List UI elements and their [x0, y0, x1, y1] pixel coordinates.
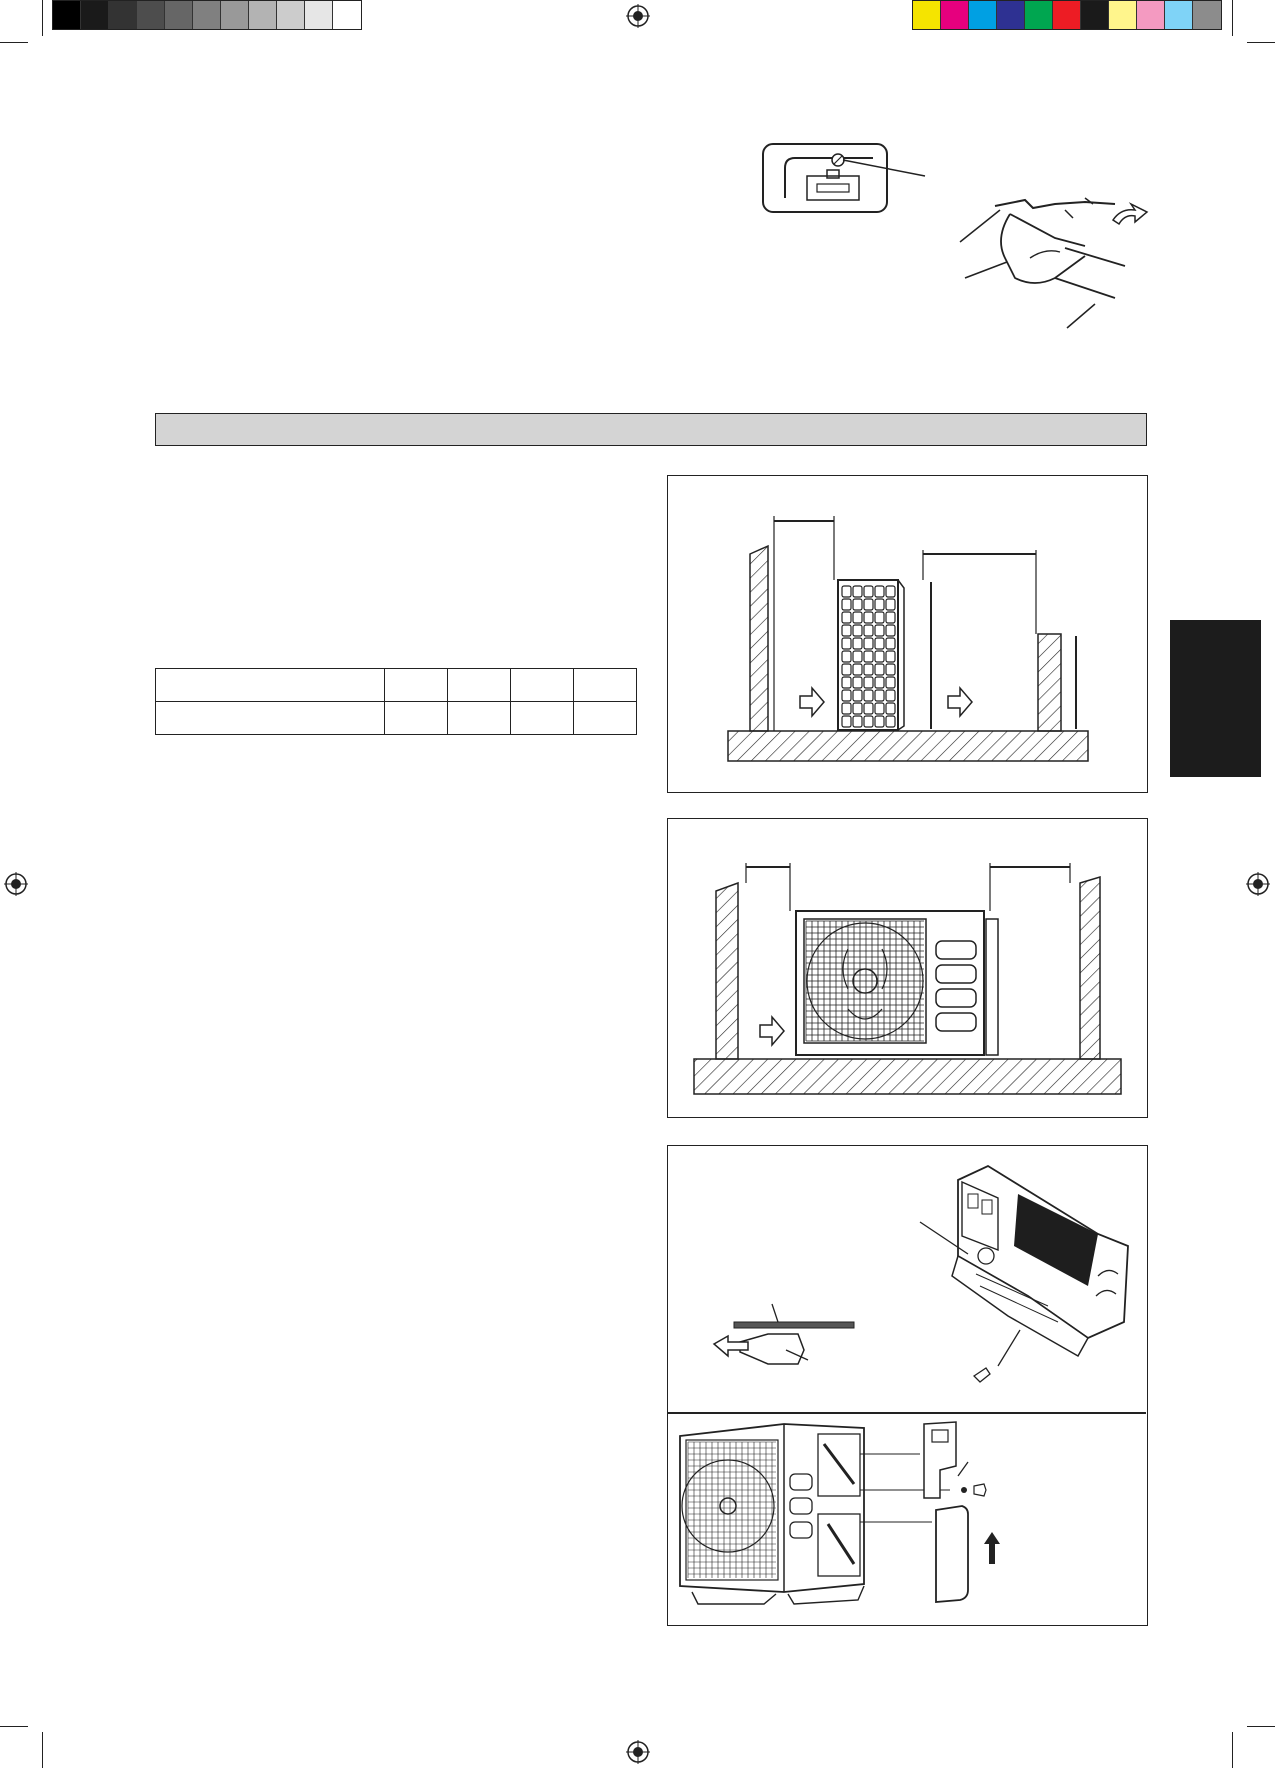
grayscale-swatch — [193, 1, 221, 29]
grayscale-swatch — [137, 1, 165, 29]
grayscale-swatch — [165, 1, 193, 29]
color-swatch — [1193, 1, 1221, 29]
grayscale-swatch — [81, 1, 109, 29]
top-clip-illustration — [755, 138, 1155, 358]
color-swatch — [997, 1, 1025, 29]
registration-mark-right — [1246, 872, 1270, 896]
table-cell — [511, 702, 574, 735]
crop-mark-bottom-left-v — [42, 1732, 43, 1768]
grayscale-swatch — [305, 1, 333, 29]
registration-mark-bottom — [626, 1740, 650, 1764]
table-row — [156, 669, 637, 702]
side-clearance-drawing — [668, 476, 1146, 791]
front-clearance-drawing — [668, 819, 1146, 1116]
table-cell — [448, 702, 511, 735]
table-cell — [156, 702, 385, 735]
grayscale-swatch — [53, 1, 81, 29]
color-swatch — [941, 1, 969, 29]
color-swatch — [1109, 1, 1137, 29]
figure-side-clearance — [667, 475, 1148, 793]
table-cell — [385, 669, 448, 702]
grayscale-swatch — [277, 1, 305, 29]
crop-mark-bottom-left-h — [0, 1726, 28, 1727]
drain-elbow-drawing — [668, 1146, 1146, 1411]
crop-mark-top-right-v — [1232, 0, 1233, 36]
table-row — [156, 702, 637, 735]
color-calibration-strip — [912, 0, 1222, 30]
color-swatch — [1165, 1, 1193, 29]
crop-mark-top-right-h — [1247, 42, 1275, 43]
chapter-side-tab — [1170, 620, 1261, 777]
color-swatch — [913, 1, 941, 29]
crop-mark-top-left-v — [42, 0, 43, 36]
grayscale-swatch — [333, 1, 361, 29]
table-cell — [385, 702, 448, 735]
clearance-spec-table — [155, 668, 637, 735]
color-swatch — [969, 1, 997, 29]
grayscale-swatch — [249, 1, 277, 29]
crop-mark-bottom-right-v — [1232, 1732, 1233, 1768]
table-cell — [574, 669, 637, 702]
grayscale-calibration-strip — [52, 0, 362, 30]
crop-mark-top-left-h — [0, 42, 28, 43]
color-swatch — [1137, 1, 1165, 29]
table-cell — [511, 669, 574, 702]
grayscale-swatch — [221, 1, 249, 29]
registration-mark-left — [4, 872, 28, 896]
section-heading-bar — [155, 413, 1147, 446]
figure-front-clearance — [667, 818, 1148, 1118]
figure-drain-and-cover — [667, 1145, 1148, 1626]
registration-mark-top — [626, 4, 650, 28]
table-cell — [448, 669, 511, 702]
table-cell — [574, 702, 637, 735]
grayscale-swatch — [109, 1, 137, 29]
color-swatch — [1081, 1, 1109, 29]
color-swatch — [1053, 1, 1081, 29]
cover-install-drawing — [668, 1414, 1146, 1624]
crop-mark-bottom-right-h — [1247, 1726, 1275, 1727]
color-swatch — [1025, 1, 1053, 29]
table-cell — [156, 669, 385, 702]
